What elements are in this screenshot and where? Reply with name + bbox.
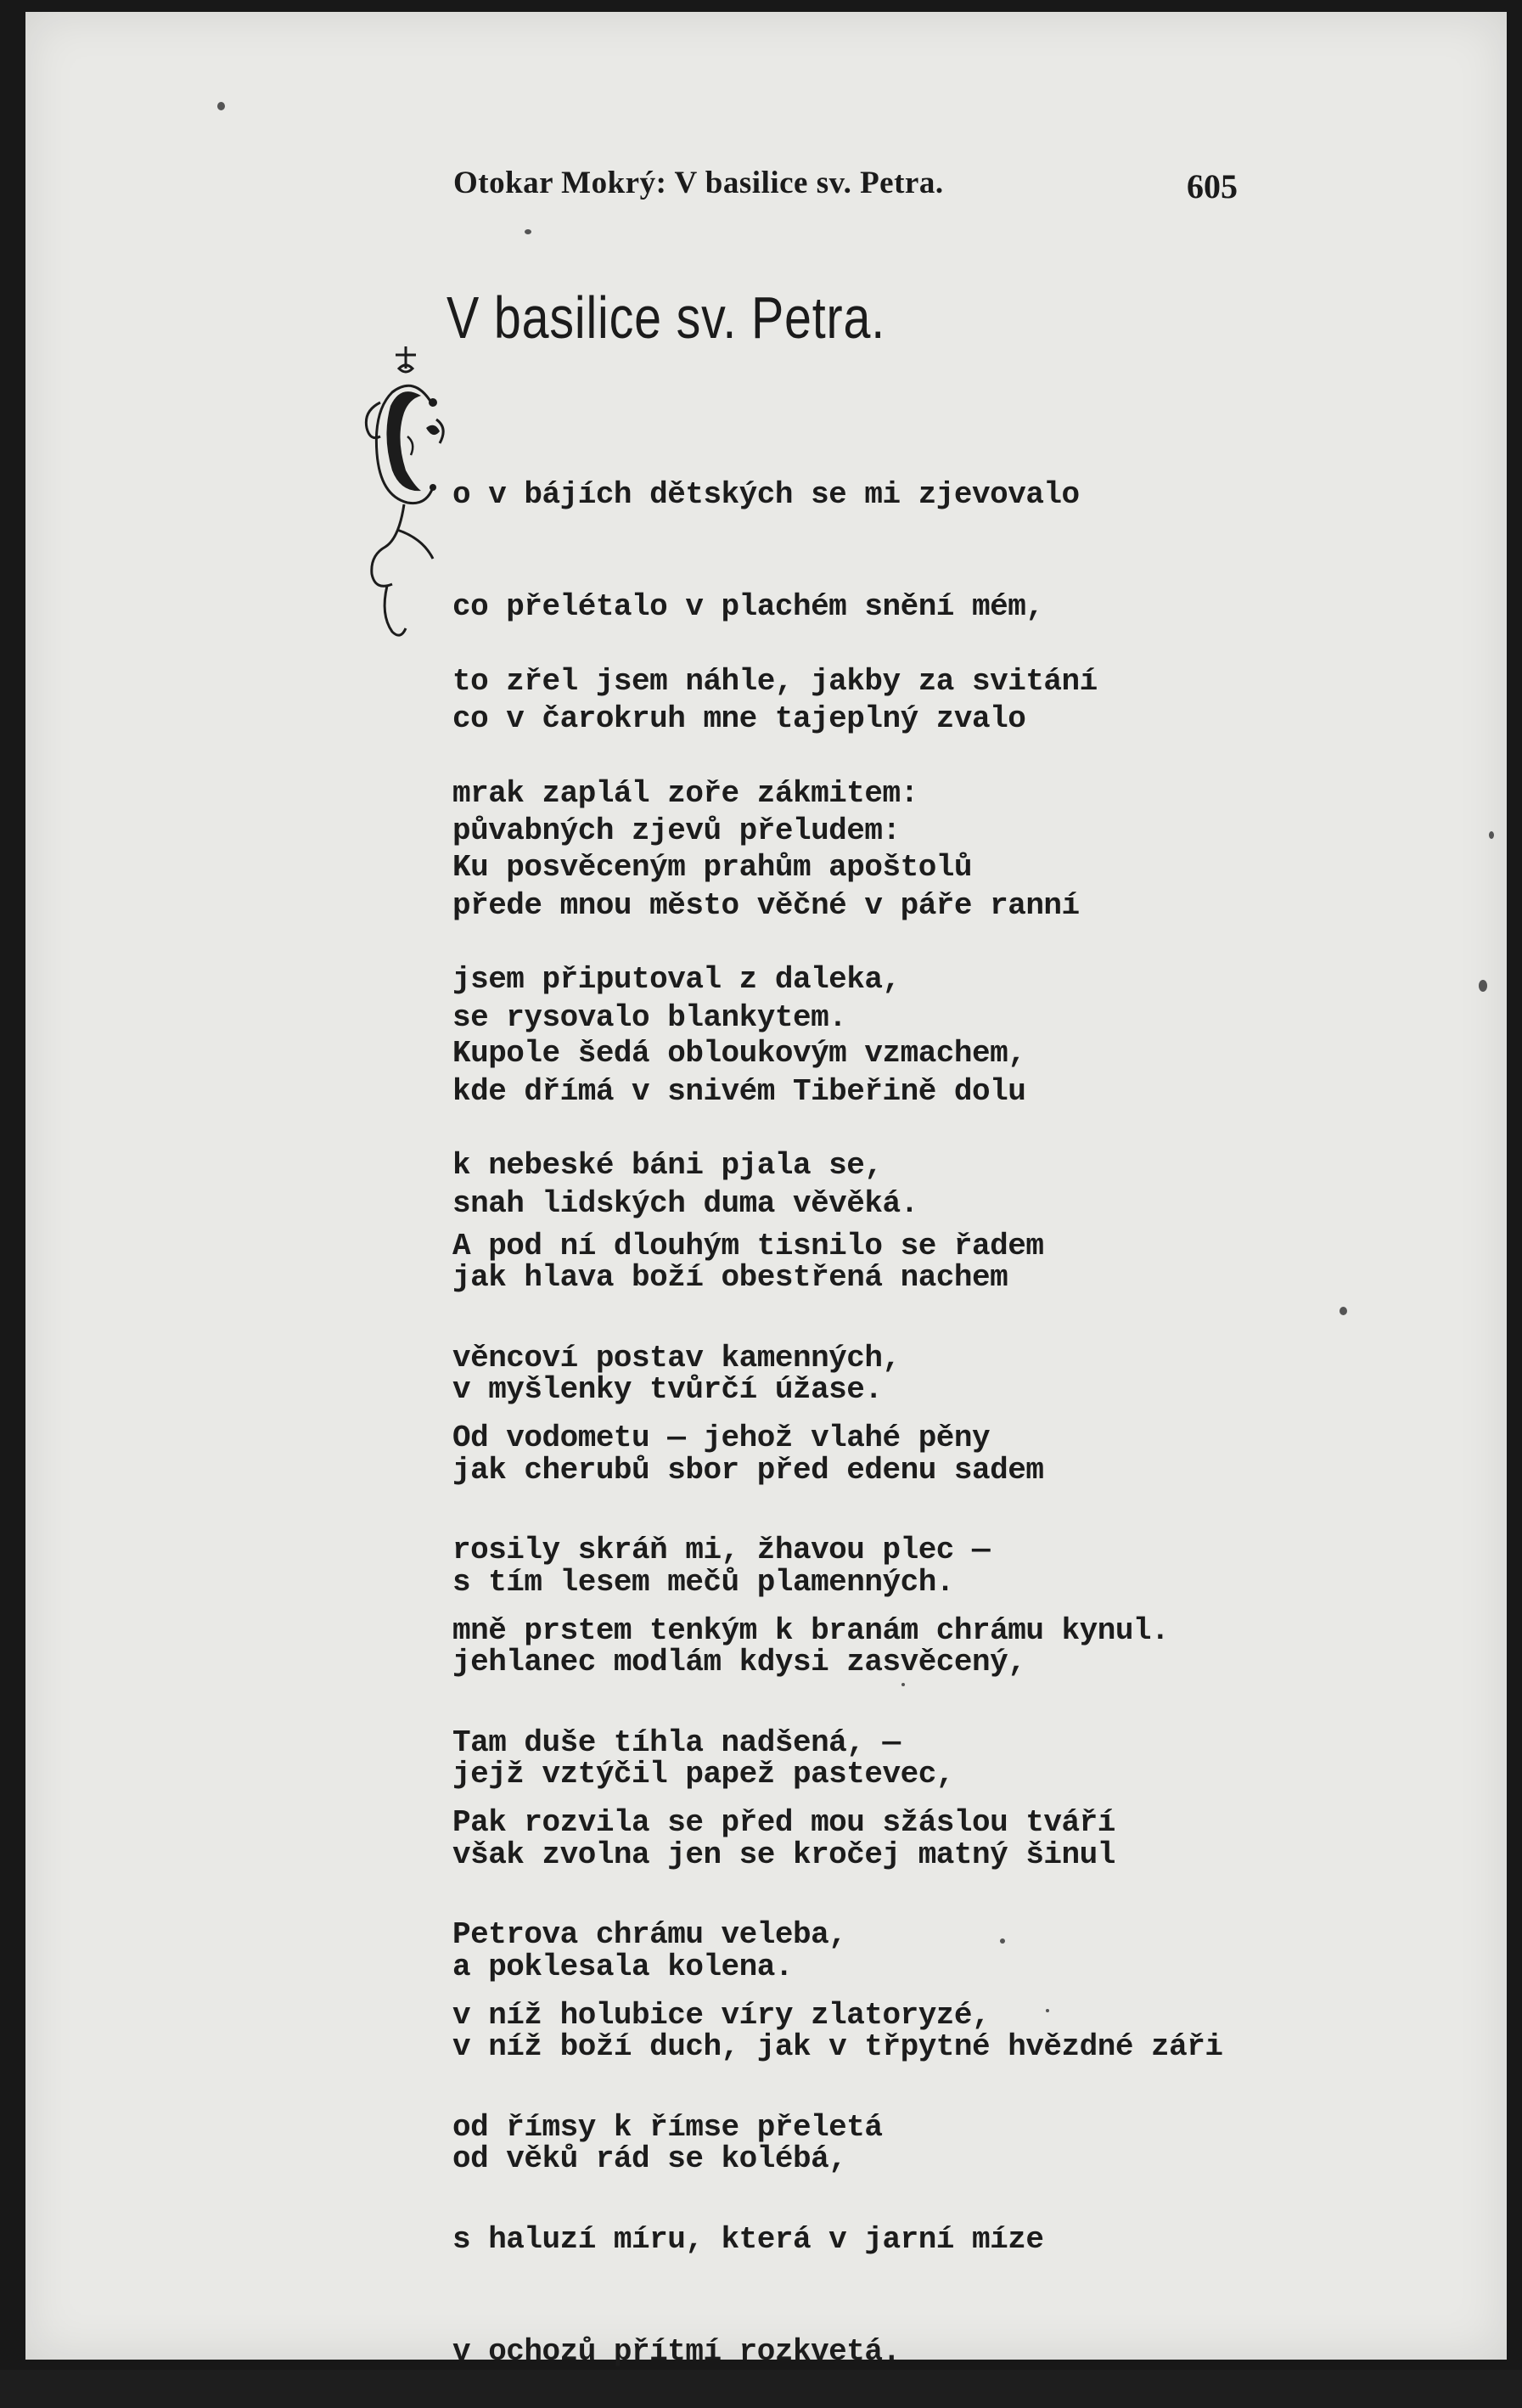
verse-line: věncoví postav kamenných, xyxy=(452,1340,1043,1377)
verse-line: jsem připutoval z daleka, xyxy=(452,961,1025,999)
verse-line: to zřel jsem náhle, jakby za svitání xyxy=(452,663,1098,700)
verse-line: od římsy k římse přeletá xyxy=(452,2109,1043,2146)
verse-line: Pak rozvila se před mou sžáslou tváří xyxy=(452,1804,1222,1842)
verse-line: rosily skráň mi, žhavou plec — xyxy=(452,1532,1025,1569)
scan-border-right xyxy=(1507,0,1522,2370)
paper-speck xyxy=(217,102,225,110)
paper-speck xyxy=(1339,1307,1347,1315)
verse-line: mně prstem tenkým k branám chrámu kynul. xyxy=(452,1612,1169,1650)
verse-line: Tam duše tíhla nadšená, — xyxy=(452,1724,1169,1762)
verse-line: snah lidských duma věvěká. xyxy=(452,1185,1025,1223)
verse-line: Ku posvěceným prahům apoštolů xyxy=(452,849,1025,886)
verse-line: kde dřímá v snivém Tibeřině dolu xyxy=(452,1073,1025,1111)
running-head: Otokar Mokrý: V basilice sv. Petra. xyxy=(453,165,944,201)
verse-line: v níž boží duch, jak v třpytné hvězdné záři xyxy=(452,2028,1222,2066)
verse-line: se rysovalo blankytem. xyxy=(452,999,1098,1037)
verse-line: jehlanec modlám kdysi zasvěcený, xyxy=(452,1644,1025,1681)
verse-line: Od vodometu — jehož vlahé pěny xyxy=(452,1420,1025,1457)
verse-line: jak cherubů sbor před edenu sadem xyxy=(452,1452,1043,1489)
verse-line: v ochozů přítmí rozkvetá. xyxy=(452,2333,1043,2371)
verse-line: k nebeské báni pjala se, xyxy=(452,1147,1025,1184)
paper-speck xyxy=(1479,980,1487,992)
verse-line: v myšlenky tvůrčí úžase. xyxy=(452,1371,1025,1409)
decorated-initial-c-icon xyxy=(355,343,457,640)
verse-line: a poklesala kolena. xyxy=(452,1949,1169,1986)
verse-line: s haluzí míru, která v jarní míze xyxy=(452,2221,1043,2259)
verse-line: však zvolna jen se kročej matný šinul xyxy=(452,1837,1169,1874)
verse-line: od věků rád se kolébá, xyxy=(452,2141,1222,2178)
poem-title: V basilice sv. Petra. xyxy=(446,284,885,352)
verse-line: Petrova chrámu veleba, xyxy=(452,1916,1222,1954)
verse-line: přede mnou město věčné v páře ranní xyxy=(452,887,1098,925)
verse-line: o v bájích dětských se mi zjevovalo xyxy=(452,476,1080,514)
scan-border-left xyxy=(0,0,25,2370)
verse-line: s tím lesem mečů plamenných. xyxy=(452,1564,1043,1601)
verse-line: půvabných zjevů přeludem: xyxy=(452,813,1080,850)
paper-speck xyxy=(525,229,531,234)
verse-line: jejž vztýčil papež pastevec, xyxy=(452,1756,1025,1793)
verse-line: A pod ní dlouhým tisnilo se řadem xyxy=(452,1228,1043,1265)
verse-line: co v čarokruh mne tajeplný zvalo xyxy=(452,700,1080,738)
stanza-9 xyxy=(452,1922,1043,2408)
page-number: 605 xyxy=(1187,166,1238,206)
verse-line: v níž holubice víry zlatoryzé, xyxy=(452,1997,1043,2034)
verse-line: jak hlava boží obestřená nachem xyxy=(452,1259,1025,1297)
verse-line: mrak zaplál zoře zákmitem: xyxy=(452,775,1098,813)
verse-line: co přelétalo v plachém snění mém, xyxy=(452,588,1080,626)
paper-speck xyxy=(1489,831,1494,839)
scan-border-top xyxy=(0,0,1522,12)
verse-line: Kupole šedá obloukovým vzmachem, xyxy=(452,1035,1025,1072)
